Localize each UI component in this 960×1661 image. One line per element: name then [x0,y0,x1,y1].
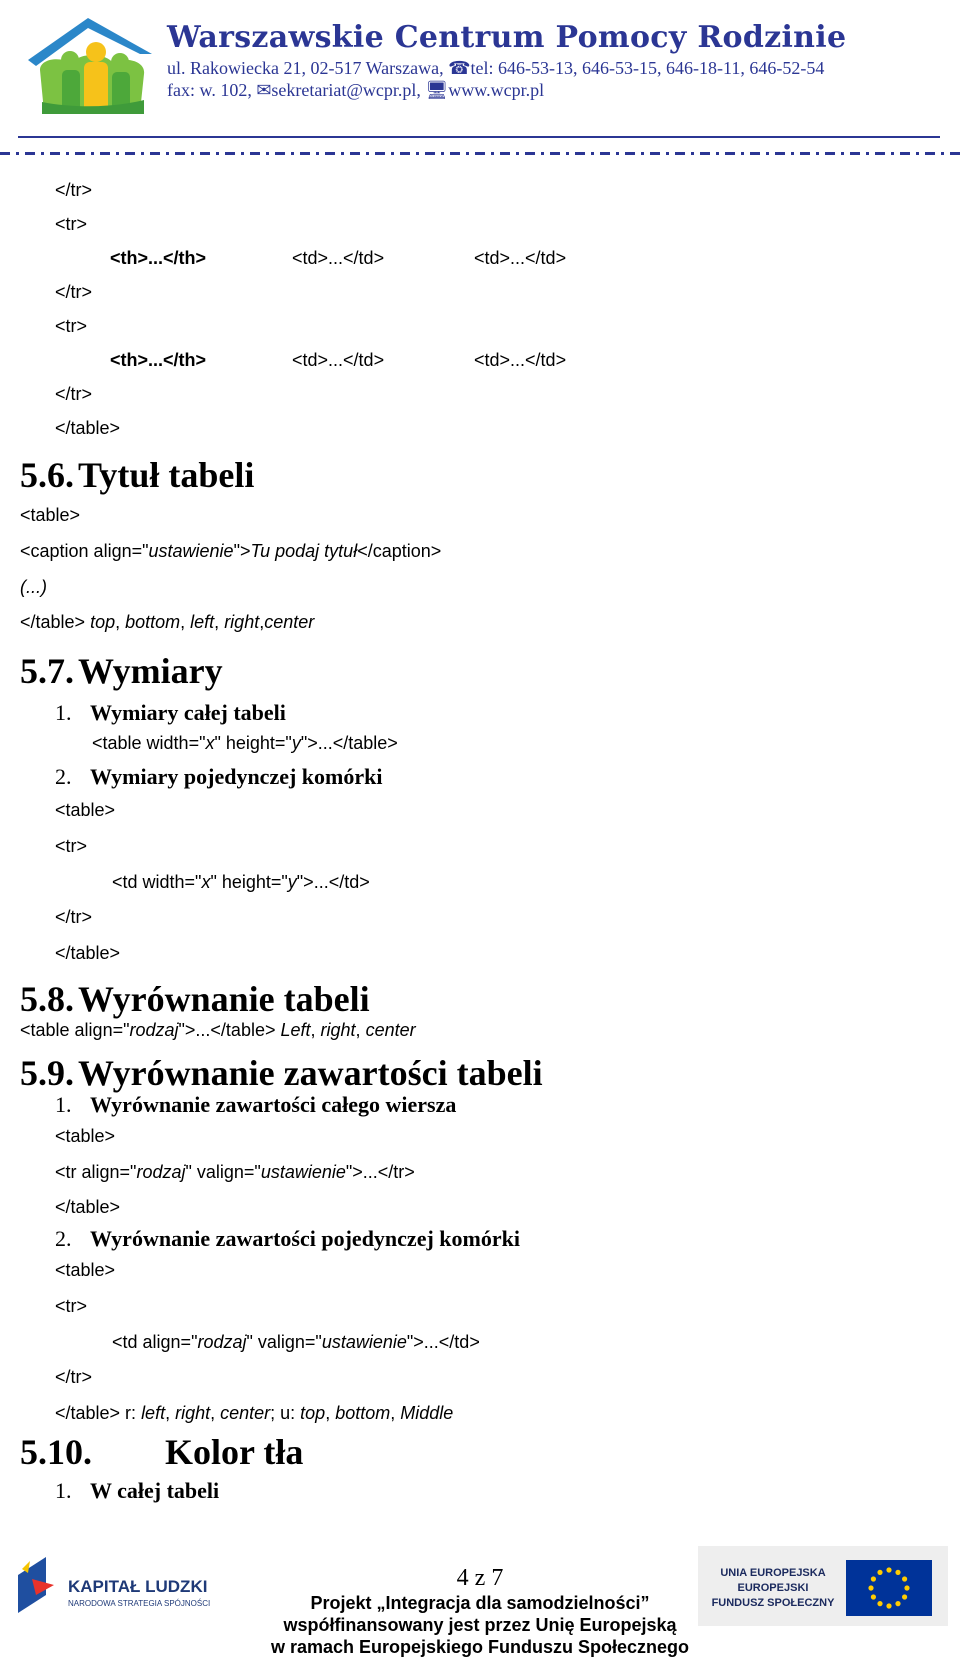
code-line: <table> [55,1126,116,1146]
list-item: Wymiary całej tabeli [90,700,286,725]
section-5-10-title: Kolor tła [165,1432,304,1472]
kapital-ludzki-subtitle: NARODOWA STRATEGIA SPÓJNOŚCI [68,1599,211,1608]
code-line: <table> [20,505,81,525]
wcpr-logo [22,12,158,120]
address-line: ul. Rakowiecka 21, 02-517 Warszawa, ☎tel: 646-53-13, 646-53-15, 646-18-11, 646-52-54 [167,58,825,78]
section-5-7-title: Wymiary [78,651,223,691]
eu-label-line: UNIA EUROPEJSKA [720,1567,826,1579]
eu-fund-label [708,1566,838,1611]
list-item: Wyrównanie zawartości pojedynczej komórki [90,1226,520,1251]
code-line: <tr> [55,836,88,856]
list-item: Wymiary pojedynczej komórki [90,764,383,789]
header-rule [18,136,940,138]
code-line: <td>...</td> [474,248,567,268]
code-line: <tr> [55,316,88,336]
list-item: Wyrównanie zawartości całego wiersza [90,1092,457,1117]
list-number: 2. [55,764,72,789]
project-line-1: Projekt „Integracja dla samodzielności” [310,1593,650,1613]
code-line: </table> [55,1197,121,1217]
code-line: <td>...</td> [292,350,385,370]
code-line: <table> [55,800,116,820]
code-line: <th>...</th> [110,350,207,370]
code-line: <tr> [55,1296,88,1316]
code-line: <td>...</td> [292,248,385,268]
eu-label-line: FUNDUSZ SPOŁECZNY [711,1597,835,1609]
eu-label-line: EUROPEJSKI [737,1582,809,1594]
section-5-8-title: Wyrównanie tabeli [78,979,370,1019]
code-line: <td align="rodzaj" valign="ustawienie">...</td> [112,1332,480,1352]
org-name: Warszawskie Centrum Pomocy Rodzinie [167,20,847,55]
code-line: <tr align="rodzaj" valign="ustawienie">...</tr> [55,1162,415,1182]
eu-flag-icon [846,1560,932,1616]
section-5-6-title: Tytuł tabeli [78,455,255,495]
code-line: <table align="rodzaj">...</table> Left, right, center [20,1020,416,1040]
code-line: </tr> [55,180,93,200]
kapital-ludzki-title: KAPITAŁ LUDZKI [68,1577,208,1596]
list-number: 1. [55,700,72,725]
code-line: </tr> [55,1367,93,1387]
project-line-3: w ramach Europejskiego Funduszu Społecznego [270,1637,690,1657]
code-line: <td>...</td> [474,350,567,370]
section-5-6-number: 5.6. [20,455,74,495]
code-line: <td width="x" height="y">...</td> [112,872,370,892]
section-5-10-number: 5.10. [20,1432,92,1472]
list-item: W całej tabeli [90,1478,220,1503]
code-line: </table> top, bottom, left, right,center [20,612,315,632]
code-line: <tr> [55,214,88,234]
code-line: </table> [55,418,121,438]
section-5-9-title: Wyrównanie zawartości tabeli [78,1053,543,1093]
section-5-7-number: 5.7. [20,651,74,691]
code-line: <caption align="ustawienie">Tu podaj tytuł</caption> [20,541,442,561]
code-line: </table> [55,943,121,963]
code-line: <table width="x" height="y">...</table> [92,733,398,753]
section-5-9-number: 5.9. [20,1053,74,1093]
page-number: 4 z 7 [456,1565,504,1591]
list-number: 1. [55,1478,72,1503]
list-number: 1. [55,1092,72,1117]
code-line: </tr> [55,907,93,927]
code-line: <table> [55,1260,116,1280]
section-5-8-number: 5.8. [20,979,74,1019]
code-line: <th>...</th> [110,248,207,268]
header-dashed-rule [0,152,960,155]
code-line: (...) [20,577,47,597]
code-line: </table> r: left, right, center; u: top, bottom, Middle [55,1403,454,1423]
contact-line: fax: w. 102, ✉sekretariat@wcpr.pl, 🖥www.wcpr.pl [167,80,545,100]
code-line: </tr> [55,384,93,404]
project-line-2: współfinansowany jest przez Unię Europejską [283,1615,677,1635]
code-line: </tr> [55,282,93,302]
list-number: 2. [55,1226,72,1251]
